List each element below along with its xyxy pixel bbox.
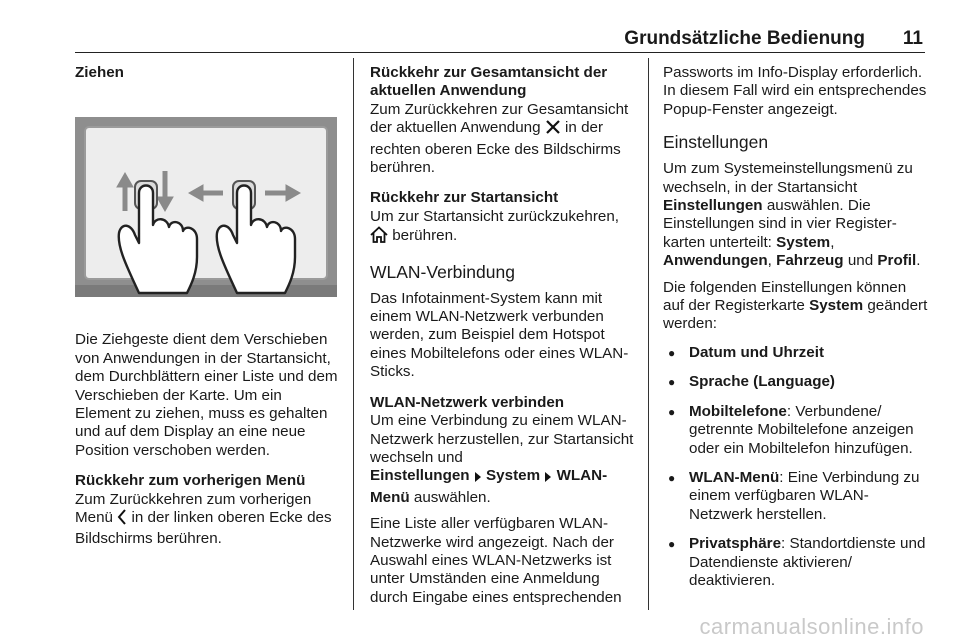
list-item [663, 373, 929, 391]
header-rule [75, 52, 925, 53]
settings-bold: Einstellungen [663, 197, 763, 215]
menu-path-wlan-menu: WLAN-Menü [370, 467, 608, 506]
watermark: carmanualsonline.info [699, 614, 924, 639]
overview-paragraph [370, 101, 638, 178]
conjunction-und: und [847, 252, 874, 270]
menu-path-system: System [486, 467, 541, 485]
connect-text-after: auswählen. [413, 488, 491, 506]
path-arrow-icon [474, 470, 482, 488]
overview-text-after: in der rechten oberen Ecke des Bildschirms berühren. [370, 119, 621, 177]
back-text-after: in der linken oberen Ecke des Bildschirms berühren. [75, 509, 332, 548]
overview-text-before: Zum Zurückkehren zur Gesamtansicht der aktuellen Anwendung [370, 100, 629, 137]
column-1 [75, 64, 341, 561]
network-list-paragraph: Eine Liste aller verfügbaren WLAN-Netzwerke wird angezeigt. Nach der Auswahl eines WLAN-Netzwerks ist unter Umständen eine Anmeldung durch Eingabe eines entsprechenden [370, 515, 622, 606]
settings-text-after: auswählen. Die Einstellungen sind in vier Registerkarten unterteilt: [663, 197, 897, 251]
section-heading-connect: WLAN-Netzwerk verbinden [370, 393, 565, 411]
changes-bold: System [809, 297, 864, 315]
list-item [663, 344, 929, 362]
drag-description: Die Ziehgeste dient dem Verschieben von Anwendungen in der Startansicht, dem Durchblättern einer Liste und dem Verschieben der Karte. Um ein Element zu ziehen, muss es gehalten und auf dem Display an eine neue Position verschoben werden. [75, 331, 338, 459]
column-divider-2 [648, 58, 649, 610]
home-paragraph [370, 208, 638, 249]
list-item-wlan-text: : Eine Verbindung zu einem verfügbaren WLAN-Netzwerk herstellen. [689, 468, 920, 523]
list-item [663, 535, 929, 590]
tab-system: System [776, 233, 831, 251]
home-text-after: berühren. [392, 227, 458, 245]
drag-gesture-illustration [75, 117, 337, 297]
section-heading-back: Rückkehr zum vorherigen Menü [75, 472, 306, 490]
page-title: Grundsätzliche Bedienung [624, 28, 865, 49]
list-item-privatsphaere: Privatsphäre [689, 535, 782, 553]
list-item-mobiltelefone: Mobiltelefone [689, 402, 787, 420]
section-heading-overview: Rückkehr zur Gesamtansicht der aktuellen Anwendung [370, 64, 608, 100]
list-item-privatsphaere-text: : Standortdienste und Datendienste aktivieren/ deaktivieren. [689, 535, 926, 589]
back-text-before: Zum Zurückkehren zum vorherigen Menü [75, 490, 312, 527]
list-item-wlan: WLAN-Menü [689, 468, 780, 486]
settings-list [663, 344, 929, 590]
page-header [75, 28, 925, 52]
path-arrow-icon [544, 470, 552, 488]
column-divider-1 [353, 58, 354, 610]
column-2 [370, 64, 638, 619]
drag-gesture-illustration-svg [75, 117, 337, 297]
home-icon [370, 226, 388, 248]
settings-text-before: Um zum Systemeinstellungsmenü zu wechseln, in der Startansicht [663, 160, 913, 196]
back-chevron-icon [117, 509, 127, 530]
list-item-sprache: Sprache (Language) [689, 373, 835, 391]
section-heading-wlan: WLAN-Verbindung [370, 261, 515, 282]
wlan-paragraph: Das Infotainment-System kann mit einem WLAN-Netzwerk verbunden werden, zum Beispiel dem Hotspot eines Mobiltelefons oder eines WLAN-Sticks. [370, 289, 629, 381]
section-heading-home: Rückkehr zur Startansicht [370, 189, 559, 207]
changes-text-before: Die folgenden Einstellungen können auf der Registerkarte [663, 278, 907, 315]
tab-profil: Profil [877, 252, 917, 270]
tab-fahrzeug: Fahrzeug [776, 252, 844, 270]
changes-paragraph [663, 279, 929, 334]
section-heading-ziehen: Ziehen [75, 64, 124, 81]
menu-path-einstellungen: Einstellungen [370, 467, 470, 485]
list-item [663, 403, 929, 458]
settings-paragraph: Um zum Systemeinstellungsmenü zu wechseln, in der Startansicht Einstellungen auswählen. Die Einstellungen sind in vier Registerkarten unterteilt: System, Anwendungen, Fahrzeug und Profil. [663, 160, 921, 270]
tab-anwendungen: Anwendungen [663, 252, 768, 270]
section-heading-settings: Einstellungen [663, 132, 769, 153]
column-3 [663, 64, 929, 601]
list-item-datum: Datum und Uhrzeit [689, 343, 824, 361]
back-paragraph [75, 491, 341, 549]
close-x-icon [545, 119, 561, 140]
connect-text-before: Um eine Verbindung zu einem WLAN-Netzwerk herzustellen, zur Startansicht wechseln und [370, 412, 634, 466]
list-item-mobiltelefone-text: : Verbundene/ getrennte Mobiltelefone anzeigen oder ein Mobiltelefon hinzufügen. [689, 402, 914, 457]
home-text-before: Um zur Startansicht zurückzukehren, [370, 207, 619, 225]
connect-paragraph [370, 412, 638, 507]
changes-text-after: geändert werden: [663, 297, 928, 333]
page-number: 11 [902, 28, 923, 49]
password-paragraph: Passworts im Info-Display erforderlich. In diesem Fall wird ein entsprechendes Popup-Fenster angezeigt. [663, 64, 927, 118]
list-item [663, 469, 929, 524]
